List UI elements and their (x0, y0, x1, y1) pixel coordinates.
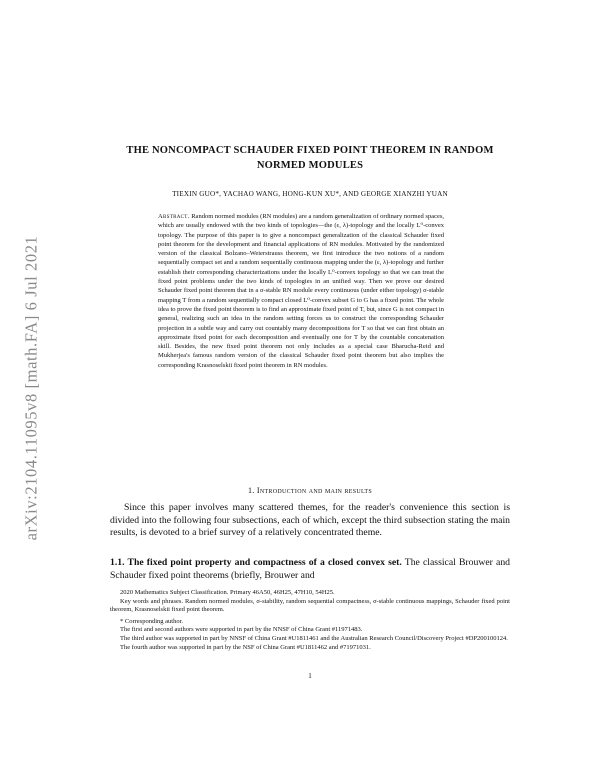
author-list: TIEXIN GUO*, YACHAO WANG, HONG-KUN XU*, AND GEORGE XIANZHI YUAN (172, 190, 448, 198)
footnote-support-3: The fourth author was supported in part by the NSF of China Grant #U1811462 and #71971031. (120, 643, 371, 651)
footnote-support-2: The third author was supported in part by NNSF of China Grant #U1811461 and the Australian Research Council/Discovery Project #DP200100124. (120, 634, 508, 642)
arxiv-identifier-stamp (20, 205, 42, 571)
footnote-corresponding: * Corresponding author. (120, 617, 184, 625)
subsection-text: The classical Brouwer and Schauder fixed point theorems (briefly, Brouwer and (110, 557, 511, 581)
subsection-heading: 1.1. The fixed point property and compactness of a closed convex set. (110, 557, 402, 568)
footnote-msc: 2020 Mathematics Subject Classification. Primary 46A50, 46H25, 47H10, 54H25. (120, 589, 335, 596)
subsection-paragraph (110, 557, 510, 582)
footnote-keywords: Key words and phrases. Random normed modules, σ-stability, random sequential compactness, σ-stable continuous mappings, Schauder fixed point theorem, Krasnoselskii fixed point theorem. (110, 597, 510, 614)
abstract-label: Abstract. (158, 213, 190, 220)
section-heading: 1. Introduction and main results (247, 486, 373, 495)
page-number: 1 (308, 672, 312, 680)
footnotes (110, 589, 510, 652)
abstract-text: Random normed modules (RN modules) are a random generalization of ordinary normed spaces, which are usually endowed with the two kinds of topologies—the (ε, λ)-topology and the locally L⁰-convex topology. The purpose of this paper is to give a noncompact generalization of the classical Schauder fixed point theorem for the development and financial applications of RN modules. Motivated by the randomized version of the classical Bolzano–Weierstrauss theorem, we first introduce the two notions of a random sequentially compact set and a random sequentially continuous mapping under the (ε, λ)-topology and further establish their corresponding characterizations under the locally L⁰-convex topology so that we can treat the fixed point problems under the two kinds of topologies in an unified way. Then we prove our desired Schauder fixed point theorem that in a σ-stable RN module every continuous (under either topology) σ-stable mapping T from a random sequentially compact closed L⁰-convex subset G to G has a fixed point. The whole idea to prove the fixed point theorem is to find an approximate fixed point of T, but, since G is not compact in general, realizing such an idea in the random setting forces us to construct the corresponding Schauder projection in a subtle way and carry out countably many decompositions for T so that we can first obtain an approximate fixed point for each decomposition and eventually one for T by the countable concatenation skill. Besides, the new fixed point theorem not only includes as a special case Bharucha-Reid and Mukherjea's famous random version of the classical Schauder fixed point theorem but also implies the corresponding Krasnoselskii fixed point theorem in RN modules. (158, 213, 444, 369)
paper-title: THE NONCOMPACT SCHAUDER FIXED POINT THEOREM IN RANDOM NORMED MODULES (126, 145, 494, 171)
abstract (158, 212, 444, 370)
footnote-support-1: The first and second authors were supported in part by the NNSF of China Grant #11971483. (120, 626, 363, 634)
arxiv-stamp-text: arXiv:2104.11095v8 [math.FA] 6 Jul 2021 (21, 235, 41, 541)
intro-paragraph: Since this paper involves many scattered themes, for the reader's convenience this section is divided into the following four subsections, each of which, except the third subsection stating the main results, is devoted to a brief survey of a relatively concentrated theme. (110, 502, 510, 539)
